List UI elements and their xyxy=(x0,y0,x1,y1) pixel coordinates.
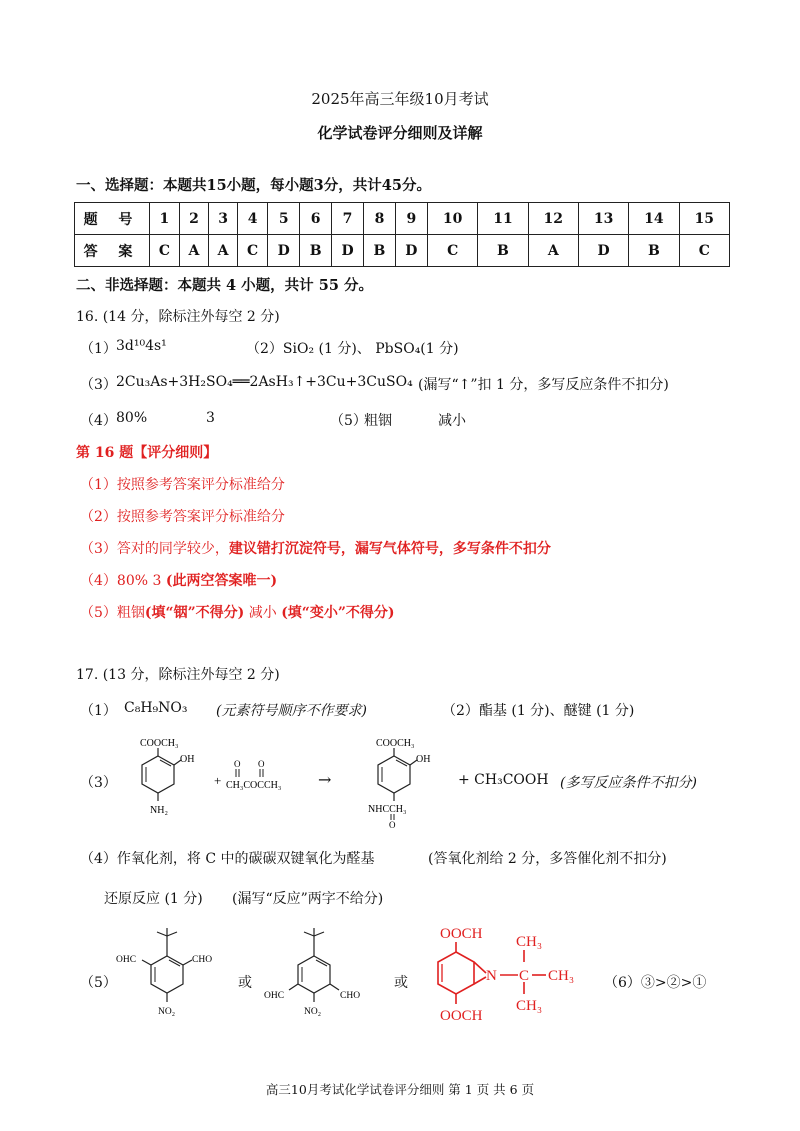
q16-rubric-3-emphasis: 建议错打沉淀符号，漏写气体符号，多写条件不扣分 xyxy=(228,541,551,557)
methyl-label-right: CH₃ xyxy=(548,968,575,984)
ohc-label-1: OHC xyxy=(116,955,137,965)
q16-rubric-4-emphasis: (此两空答案唯一) xyxy=(165,573,278,589)
cho-label-1: CHO xyxy=(192,955,213,965)
row-label-answer: 答 案 xyxy=(75,235,150,267)
table-cell: B xyxy=(629,235,679,267)
product-amide-label: NHCCH₃ xyxy=(368,804,407,815)
table-row-answers xyxy=(75,235,730,267)
table-cell: 6 xyxy=(300,203,332,235)
q16-a4-value2: 3 xyxy=(206,410,215,426)
q17-a3-note: (多写反应条件不扣分) xyxy=(560,775,697,791)
nitrogen-label: N xyxy=(486,968,497,984)
substituent-label: COOCH₃ xyxy=(140,738,179,749)
structure-option-2 xyxy=(264,928,374,1028)
table-cell: 5 xyxy=(268,203,300,235)
q16-a3-equation: 2Cu₃As+3H₂SO₄══2AsH₃↑+3Cu+3CuSO₄ xyxy=(116,374,413,390)
q16-a5-label: （5） xyxy=(330,413,367,429)
carbon-label: C xyxy=(519,968,530,984)
table-cell: 9 xyxy=(395,203,427,235)
table-cell: 11 xyxy=(478,203,528,235)
acetic-anhydride-diagram xyxy=(212,758,312,798)
table-cell: 4 xyxy=(238,203,268,235)
table-cell: B xyxy=(364,235,396,267)
table-cell: A xyxy=(209,235,238,267)
section1-heading: 一、选择题：本题共15小题，每小题3分，共计45分。 xyxy=(76,177,431,194)
svg-text:+: + xyxy=(214,773,222,788)
cho-label-2: CHO xyxy=(340,991,361,1001)
q16-rubric-title: 第 16 题【评分细则】 xyxy=(76,445,218,461)
table-cell: B xyxy=(478,235,528,267)
q17-a5-label: （5） xyxy=(80,975,117,991)
q16-a2: （2）SiO₂ (1 分)、 PbSO₄(1 分) xyxy=(246,341,459,357)
q17-a3-byproduct: + CH₃COOH xyxy=(458,772,549,788)
table-cell: 14 xyxy=(629,203,679,235)
q17-a1-note: (元素符号顺序不作要求) xyxy=(216,703,367,719)
page-title: 2025年高三年级10月考试 xyxy=(311,90,489,108)
table-cell: A xyxy=(528,235,578,267)
q16-rubric-4 xyxy=(80,570,277,590)
reagent-o2: O xyxy=(258,759,265,769)
q17-a4-note: (答氧化剂给 2 分，多答催化剂不扣分) xyxy=(428,851,667,867)
table-cell: D xyxy=(578,235,628,267)
reaction-arrow: → xyxy=(318,770,332,789)
table-cell: 3 xyxy=(209,203,238,235)
q17-a4: （4）作氧化剂，将 C 中的碳碳双键氧化为醛基 xyxy=(80,851,375,867)
table-cell: D xyxy=(268,235,300,267)
q16-rubric-5-emphasis1: (填“铟”不得分) xyxy=(144,605,245,621)
reagent-o1: O xyxy=(234,759,241,769)
q17-a4b-note: (漏写“反应”两字不给分) xyxy=(232,891,384,907)
q17-a3-label: （3） xyxy=(80,775,117,791)
q16-rubric-2: （2）按照参考答案评分标准给分 xyxy=(80,509,285,525)
answer-table xyxy=(74,202,730,267)
table-cell: 12 xyxy=(528,203,578,235)
q16-rubric-5 xyxy=(80,602,395,622)
or-text-1: 或 xyxy=(238,975,252,991)
table-cell: D xyxy=(395,235,427,267)
q16-rubric-4-text: （4）80% 3 xyxy=(80,573,166,589)
table-cell: 10 xyxy=(428,203,478,235)
q17-a6: （6）③>②>① xyxy=(604,975,707,991)
table-cell: 1 xyxy=(150,203,180,235)
table-cell: B xyxy=(300,235,332,267)
q16-rubric-5-emphasis2: (填“变小”不得分) xyxy=(281,605,395,621)
page-footer: 高三10月考试化学试卷评分细则 第 1 页 共 6 页 xyxy=(265,1082,535,1097)
q16-rubric-5-text: （5）粗铟 xyxy=(80,605,145,621)
hydroxyl-label: OH xyxy=(180,754,195,765)
reagent-formula: CH₃COCCH₃ xyxy=(226,780,282,791)
q16-a4-value1: 80% xyxy=(116,410,148,426)
table-cell: C xyxy=(679,235,729,267)
no2-label-2: NO₂ xyxy=(304,1007,322,1017)
table-cell: 8 xyxy=(364,203,396,235)
structure-option-1 xyxy=(112,928,222,1028)
q16-a5-value2: 减小 xyxy=(438,413,466,429)
methyl-label-bottom: CH₃ xyxy=(516,998,543,1014)
table-cell: 2 xyxy=(179,203,208,235)
q16-rubric-3-text: （3）答对的同学较少， xyxy=(80,541,229,557)
section2-heading: 二、非选择题：本题共 4 小题，共计 55 分。 xyxy=(76,277,373,294)
table-cell: C xyxy=(150,235,180,267)
amine-label: NH₂ xyxy=(150,805,168,816)
q17-a4b: 还原反应 (1 分) xyxy=(104,891,203,907)
table-cell: C xyxy=(428,235,478,267)
ooch-label-bottom: OOCH xyxy=(440,1008,483,1024)
q16-a3-note: (漏写“↑”扣 1 分，多写反应条件不扣分) xyxy=(418,377,669,393)
structure-option-3-red xyxy=(418,916,598,1046)
ooch-label-top: OOCH xyxy=(440,926,483,942)
page-subtitle: 化学试卷评分细则及详解 xyxy=(317,124,483,142)
table-row-numbers xyxy=(75,203,730,235)
methyl-label-top: CH₃ xyxy=(516,934,543,950)
table-cell: 7 xyxy=(331,203,363,235)
q16-a1-label: （1） xyxy=(80,341,117,357)
q17-a1-label: （1） xyxy=(80,703,117,719)
reactant-molecule-diagram xyxy=(118,734,214,818)
no2-label-1: NO₂ xyxy=(158,1007,176,1017)
table-cell: C xyxy=(238,235,268,267)
q16-a5-value1: 粗铟 xyxy=(364,413,392,429)
product-o-label: O xyxy=(389,820,396,830)
table-cell: D xyxy=(331,235,363,267)
q16-a4-label: （4） xyxy=(80,413,117,429)
product-molecule-diagram xyxy=(354,734,450,830)
ohc-label-2: OHC xyxy=(264,991,285,1001)
q16-a1: 3d¹⁰4s¹ xyxy=(116,338,167,354)
table-cell: 15 xyxy=(679,203,729,235)
q16-rubric-1: （1）按照参考答案评分标准给分 xyxy=(80,477,285,493)
q16-rubric-5-text2: 减小 xyxy=(244,605,282,621)
q16-a3-label: （3） xyxy=(80,377,117,393)
table-cell: 13 xyxy=(578,203,628,235)
q17-a1: C₈H₉NO₃ xyxy=(124,700,188,716)
product-hydroxyl-label: OH xyxy=(416,754,431,765)
product-substituent-label: COOCH₃ xyxy=(376,738,415,749)
row-label-number: 题 号 xyxy=(75,203,150,235)
or-text-2: 或 xyxy=(394,975,408,991)
q17-a2: （2）酯基 (1 分)、醚键 (1 分) xyxy=(442,703,635,719)
q17-header: 17. (13 分，除标注外每空 2 分) xyxy=(76,667,280,683)
table-cell: A xyxy=(179,235,208,267)
q16-header: 16. (14 分，除标注外每空 2 分) xyxy=(76,309,280,325)
q16-rubric-3 xyxy=(80,538,551,558)
